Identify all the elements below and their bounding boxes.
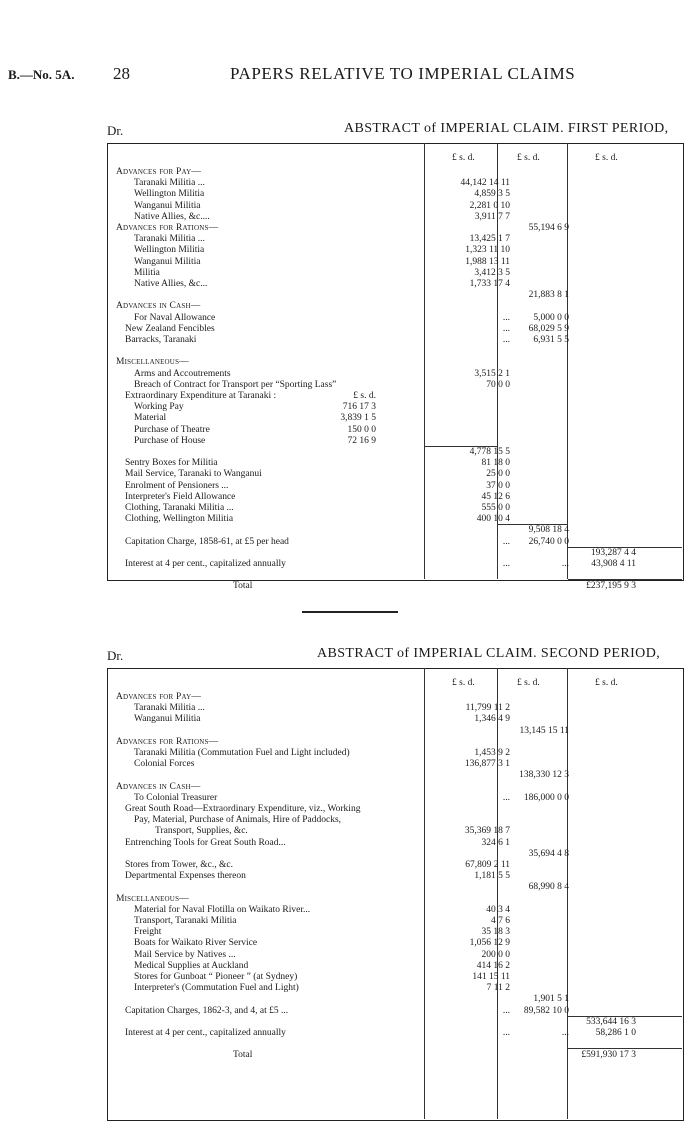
row-label: Native Allies, &c...: [134, 279, 208, 289]
row-label: Enrolment of Pensioners ...: [125, 480, 229, 491]
table-row: [107, 335, 682, 346]
table-row: [107, 525, 682, 536]
table-row: [107, 871, 682, 882]
table-row: [107, 994, 682, 1005]
row-label: Extraordinary Expenditure at Taranaki :: [125, 391, 277, 401]
table-row: [107, 481, 682, 492]
table-row: [107, 838, 682, 849]
row-label: New Zealand Fencibles: [125, 323, 215, 334]
row-label: Pay, Material, Purchase of Animals, Hire of Paddocks,: [134, 815, 342, 826]
table-row: [107, 703, 682, 714]
table-row: [107, 927, 682, 938]
row-label: Clothing, Taranaki Militia ...: [125, 503, 234, 513]
table-row: [107, 436, 682, 447]
amount-c1: 1,181 5 5: [474, 871, 510, 882]
table-row: [107, 189, 682, 200]
row-label: Militia: [134, 267, 160, 278]
table-row: [107, 748, 682, 759]
row-label: Wanganui Militia: [134, 714, 201, 725]
row-label: Miscellaneous—: [116, 357, 189, 368]
section-divider: [302, 611, 398, 613]
amount-c2: 138,330 12 3: [519, 770, 569, 781]
table-row: [107, 413, 682, 424]
row-label: Sentry Boxes for Militia: [125, 458, 218, 469]
amount-c1: ...: [502, 1005, 510, 1016]
table-row: [107, 425, 682, 436]
row-label: Native Allies, &c....: [134, 211, 210, 222]
first-period-table: [107, 143, 684, 592]
amount-c1: 35,369 18 7: [464, 826, 510, 837]
table-row: [107, 469, 682, 480]
amount-c1: ...: [502, 323, 510, 334]
sub-amount: £ s. d.: [353, 391, 376, 401]
amount-c1: ...: [502, 536, 510, 547]
sum-rule: [498, 524, 567, 525]
amount-c1: 414 16 2: [476, 960, 510, 971]
row-label: Total: [233, 581, 253, 592]
row-label: Mail Service, Taranaki to Wanganui: [125, 469, 262, 480]
first-col2-head: £ s. d.: [517, 153, 540, 163]
table-row: [107, 938, 682, 949]
table-row: [107, 972, 682, 983]
amount-c2: 35,694 4 8: [528, 848, 569, 859]
table-row: [107, 201, 682, 212]
amount-c1: 1,346 4 9: [474, 714, 510, 725]
row-label: Wanganui Militia: [134, 256, 201, 267]
row-label: Interest at 4 per cent., capitalized annually: [125, 559, 286, 569]
sum-rule: [568, 1016, 682, 1017]
row-label: Material: [134, 413, 167, 424]
table-row: [107, 223, 682, 234]
amount-c1: 1,453 9 2: [474, 748, 510, 758]
table-row: [107, 983, 682, 994]
row-label: Medical Supplies at Auckland: [134, 960, 249, 971]
amount-c2: 186,000 0 0: [523, 792, 569, 803]
row-label: Wanganui Militia: [134, 200, 201, 211]
table-row: [107, 916, 682, 927]
amount-c1: 25 0 0: [486, 469, 510, 480]
amount-c1: ...: [502, 335, 510, 345]
table-row: [107, 815, 682, 826]
table-row: [107, 313, 682, 324]
row-label: Taranaki Militia ...: [134, 178, 205, 189]
table-row: [107, 503, 682, 514]
second-period-table: [107, 668, 684, 1119]
row-label: Breach of Contract for Transport per “Sporting Lass”: [134, 379, 337, 390]
row-label: Advances in Cash—: [116, 781, 201, 792]
row-label: Capitation Charge, 1858-61, at £5 per head: [125, 536, 289, 547]
table-row: [107, 268, 682, 279]
amount-c3: 58,286 1 0: [595, 1028, 636, 1038]
amount-c1: 45 12 6: [481, 491, 510, 502]
table-row: [107, 961, 682, 972]
table-row: [107, 178, 682, 189]
table-row: [107, 257, 682, 268]
table-row: [107, 548, 682, 559]
row-label: Advances for Pay—: [116, 692, 202, 702]
row-label: Total: [233, 1050, 253, 1061]
amount-c1: 1,733 17 4: [469, 279, 510, 289]
table-row: [107, 826, 682, 837]
table-row: [107, 346, 682, 357]
row-label: Capitation Charges, 1862-3, and 4, at £5 ...: [125, 1005, 289, 1016]
amount-c1: 3,412 3 5: [474, 267, 510, 278]
total-rule: [568, 579, 682, 580]
amount-c1: 7 11 2: [486, 983, 510, 994]
row-label: Advances for Pay—: [116, 167, 202, 177]
row-label: Purchase of House: [134, 435, 206, 446]
table-row: [107, 726, 682, 737]
amount-c2: 68,029 5 9: [528, 323, 569, 334]
amount-c1: 1,056 12 9: [469, 938, 510, 949]
table-row: [107, 1017, 682, 1028]
row-label: Interest at 4 per cent., capitalized annually: [125, 1028, 286, 1038]
amount-c3: 193,287 4 4: [590, 547, 636, 558]
row-label: Entrenching Tools for Great South Road...: [125, 837, 286, 848]
table-row: [107, 759, 682, 770]
row-label: Clothing, Wellington Militia: [125, 514, 234, 525]
table-row: [107, 905, 682, 916]
row-label: Transport, Taranaki Militia: [134, 916, 237, 926]
table-row: [107, 245, 682, 256]
row-label: Advances for Rations—: [116, 223, 219, 233]
first-section-title: ABSTRACT of IMPERIAL CLAIM. FIRST PERIOD,: [344, 121, 669, 136]
sub-amount: 72 16 9: [347, 435, 376, 446]
second-col3-head: £ s. d.: [595, 678, 618, 688]
table-row: [107, 492, 682, 503]
table-row: [107, 301, 682, 312]
second-col1-head: £ s. d.: [452, 678, 475, 688]
sum-rule: [425, 446, 497, 447]
row-label: Taranaki Militia ...: [134, 703, 205, 714]
table-row: [107, 369, 682, 380]
second-section-title: ABSTRACT of IMPERIAL CLAIM. SECOND PERIOD,: [317, 646, 661, 661]
table-row: [107, 357, 682, 368]
table-row: [107, 1050, 682, 1061]
amount-c1: 4,859 3 5: [474, 189, 510, 200]
amount-c1: 324 6 1: [481, 837, 510, 848]
second-col2-head: £ s. d.: [517, 678, 540, 688]
table-row: [107, 447, 682, 458]
table-row: [107, 290, 682, 301]
table-row: [107, 514, 682, 525]
table-row: [107, 894, 682, 905]
amount-c1: 2,281 0 10: [469, 200, 510, 211]
table-row: [107, 559, 682, 570]
amount-c2: 89,582 10 0: [523, 1005, 569, 1016]
amount-c2: 21,883 8 1: [528, 290, 569, 301]
first-dr-label: Dr.: [107, 123, 124, 138]
amount-c1: ...: [502, 559, 510, 569]
row-label: Interpreter's (Commutation Fuel and Light): [134, 983, 299, 994]
row-label: Arms and Accoutrements: [134, 368, 231, 379]
row-label: Great South Road—Extraordinary Expenditure, viz., Working: [125, 804, 361, 814]
row-label: Wellington Militia: [134, 245, 205, 256]
page-number: 28: [113, 64, 130, 83]
document-reference: B.—No. 5A.: [8, 67, 75, 82]
amount-c1: 3,911 7 7: [474, 211, 510, 222]
table-row: [107, 692, 682, 703]
row-label: Departmental Expenses thereon: [125, 871, 246, 882]
table-row: [107, 770, 682, 781]
amount-c3: 533,644 16 3: [586, 1016, 636, 1027]
first-col3-head: £ s. d.: [595, 153, 618, 163]
row-label: Purchase of Theatre: [134, 424, 210, 435]
row-label: Taranaki Militia ...: [134, 234, 205, 245]
row-label: Stores for Gunboat “ Pioneer ” (at Sydney): [134, 972, 298, 982]
amount-c2: 55,194 6 9: [528, 223, 569, 233]
amount-c1: 4,778 15 5: [469, 447, 510, 457]
total-rule: [568, 1048, 682, 1049]
table-row: [107, 324, 682, 335]
amount-c2: ...: [561, 1028, 569, 1038]
amount-c1: 136,877 3 1: [464, 759, 510, 770]
row-label: Boats for Waikato River Service: [134, 938, 258, 949]
amount-c1: 44,142 14 11: [460, 178, 510, 189]
amount-c2: 13,145 15 11: [519, 725, 569, 736]
amount-c2: 9,508 18 4: [528, 525, 569, 536]
amount-c1: 67,809 2 11: [465, 860, 510, 870]
amount-c2: ...: [561, 559, 569, 569]
amount-c3: 43,908 4 11: [591, 559, 636, 569]
row-label: Taranaki Militia (Commutation Fuel and Light included): [134, 748, 350, 758]
table-row: [107, 782, 682, 793]
amount-c1: 555 0 0: [481, 503, 510, 513]
row-label: Wellington Militia: [134, 189, 205, 200]
row-label: Barracks, Taranaki: [125, 335, 197, 345]
amount-c1: 70 0 0: [486, 379, 510, 390]
table-row: [107, 234, 682, 245]
row-label: Stores from Tower, &c., &c.: [125, 860, 234, 870]
amount-c1: 141 15 11: [472, 972, 510, 982]
table-row: [107, 950, 682, 961]
row-label: To Colonial Treasurer: [134, 792, 218, 803]
amount-c3: £591,930 17 3: [581, 1050, 636, 1061]
amount-c2: 68,990 8 4: [528, 882, 569, 893]
amount-c1: 40 3 4: [486, 904, 510, 915]
amount-c1: 3,515 2 1: [474, 368, 510, 379]
table-row: [107, 279, 682, 290]
table-row: [107, 391, 682, 402]
table-row: [107, 402, 682, 413]
amount-c1: ...: [502, 792, 510, 803]
sub-amount: 716 17 3: [342, 402, 376, 413]
table-row: [107, 882, 682, 893]
amount-c1: 4 7 6: [491, 916, 510, 926]
amount-c3: £237,195 9 3: [586, 581, 636, 592]
amount-c2: 5,000 0 0: [533, 312, 569, 323]
sub-amount: 150 0 0: [347, 424, 376, 435]
page-title: PAPERS RELATIVE TO IMPERIAL CLAIMS: [230, 64, 576, 83]
table-row: [107, 1028, 682, 1039]
table-row: [107, 860, 682, 871]
table-row: [107, 804, 682, 815]
row-label: Material for Naval Flotilla on Waikato River...: [134, 904, 311, 915]
table-row: [107, 458, 682, 469]
row-label: For Naval Allowance: [134, 312, 216, 323]
table-row: [107, 737, 682, 748]
table-row: [107, 714, 682, 725]
amount-c1: 37 0 0: [486, 480, 510, 491]
amount-c1: 1,988 13 11: [465, 256, 510, 267]
row-label: Advances for Rations—: [116, 736, 219, 747]
row-label: Colonial Forces: [134, 759, 195, 770]
row-label: Working Pay: [134, 402, 184, 413]
amount-c1: 1,323 11 10: [465, 245, 510, 256]
table-row: [107, 581, 682, 592]
amount-c1: 81 18 0: [481, 458, 510, 469]
amount-c1: ...: [502, 312, 510, 323]
row-label: Miscellaneous—: [116, 893, 189, 904]
amount-c2: 1,901 5 1: [533, 994, 569, 1005]
table-row: [107, 849, 682, 860]
amount-c1: 11,799 11 2: [465, 703, 510, 714]
amount-c1: ...: [502, 1028, 510, 1038]
first-col1-head: £ s. d.: [452, 153, 475, 163]
row-label: Interpreter's Field Allowance: [125, 491, 236, 502]
sub-amount: 3,839 1 5: [340, 413, 376, 424]
table-row: [107, 380, 682, 391]
amount-c1: 400 10 4: [476, 514, 510, 525]
table-row: [107, 212, 682, 223]
amount-c1: 200 0 0: [481, 949, 510, 960]
row-label: Freight: [134, 927, 162, 938]
table-row: [107, 167, 682, 178]
second-dr-label: Dr.: [107, 648, 124, 663]
row-label: Advances in Cash—: [116, 301, 201, 312]
table-row: [107, 793, 682, 804]
sum-rule: [568, 547, 682, 548]
amount-c2: 26,740 0 0: [528, 536, 569, 547]
amount-c1: 13,425 1 7: [469, 234, 510, 245]
row-label: Transport, Supplies, &c.: [155, 826, 248, 837]
row-label: Mail Service by Natives ...: [134, 949, 236, 960]
amount-c1: 35 18 3: [481, 927, 510, 938]
amount-c2: 6,931 5 5: [533, 335, 569, 345]
